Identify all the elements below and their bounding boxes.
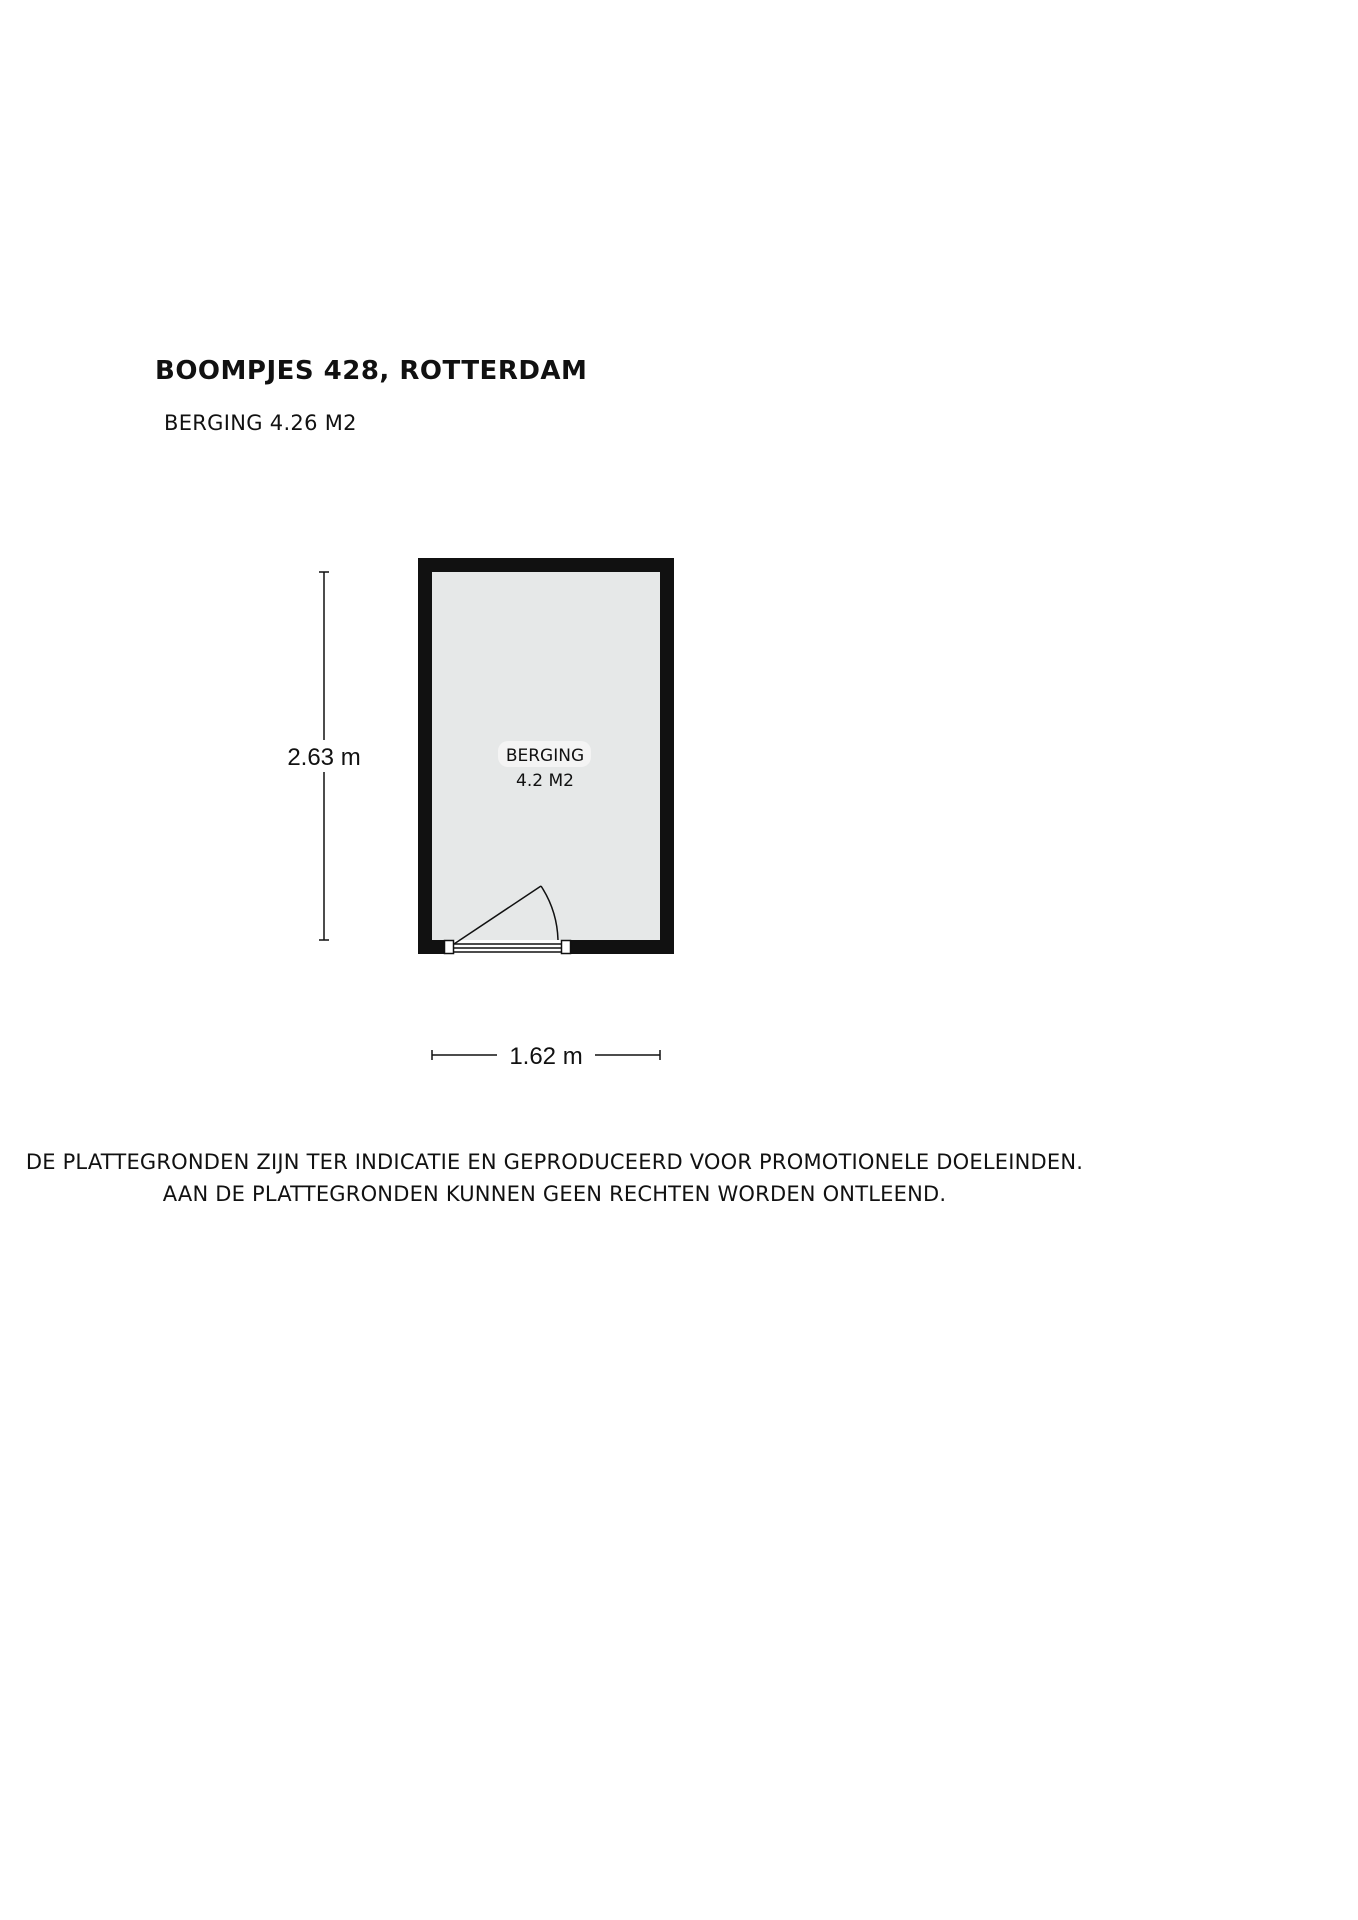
height-dimension-label: 2.63 m bbox=[287, 744, 361, 771]
property-address: BOOMPJES 428, ROTTERDAM bbox=[155, 356, 588, 386]
disclaimer-line-1: DE PLATTEGRONDEN ZIJN TER INDICATIE EN GEPRODUCEERD VOOR PROMOTIONELE DOELEINDEN. bbox=[25, 1150, 1084, 1174]
room-area: 4.2 M2 bbox=[516, 771, 574, 791]
disclaimer-line-2: AAN DE PLATTEGRONDEN KUNNEN GEEN RECHTEN WORDEN ONTLEEND. bbox=[162, 1182, 947, 1206]
storage-area-summary: BERGING 4.26 M2 bbox=[164, 411, 357, 435]
width-dimension-label: 1.62 m bbox=[509, 1043, 583, 1070]
room-name: BERGING bbox=[505, 746, 585, 766]
